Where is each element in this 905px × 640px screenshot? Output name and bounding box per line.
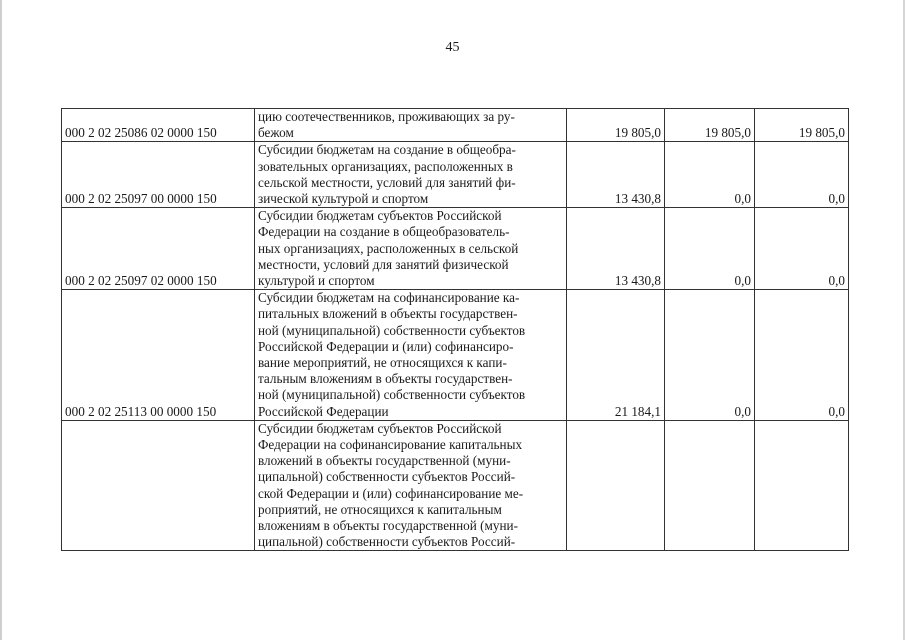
amount-cell-1: 19 805,0: [567, 109, 665, 142]
scan-edge-left: [0, 0, 2, 640]
description-line: бежом: [258, 125, 294, 141]
budget-code-cell: 000 2 02 25113 00 0000 150: [62, 290, 255, 421]
description-line: вложений в объекты государственной (муни-: [258, 453, 511, 469]
budget-code-cell: 000 2 02 25086 02 0000 150: [62, 109, 255, 142]
table-row: [62, 109, 849, 142]
table-row: [62, 290, 849, 421]
amount-cell-2: 0,0: [665, 290, 755, 421]
page-number: 45: [445, 40, 460, 55]
description-line: Федерации на софинансирование капитальных: [258, 437, 523, 453]
description-line: цию соотечественников, проживающих за ру-: [258, 109, 515, 124]
description-line: тальным вложениям в объекты государствен-: [258, 371, 513, 387]
description-line: роприятий, не относящихся к капитальным: [258, 501, 502, 517]
description-line: ской Федерации и (или) софинансирование ме-: [258, 485, 524, 501]
amount-cell-2: 0,0: [665, 208, 755, 290]
description-cell: [255, 420, 567, 551]
description-cell: [255, 109, 567, 142]
amount-cell-1: [567, 420, 665, 551]
amount-cell-1: 13 430,8: [567, 142, 665, 208]
description-line: Российской Федерации: [258, 403, 389, 419]
description-cell: [255, 208, 567, 290]
amount-cell-3: 0,0: [755, 290, 849, 421]
amount-cell-2: 19 805,0: [665, 109, 755, 142]
description-line: ципальной) собственности субъектов Россий-: [258, 534, 516, 550]
amount-cell-1: 13 430,8: [567, 208, 665, 290]
table-row: [62, 208, 849, 290]
description-line: вание мероприятий, не относящихся к капи-: [258, 355, 507, 371]
description-line: ных организациях, расположенных в сельской: [258, 240, 519, 256]
budget-code-cell: 000 2 02 25097 00 0000 150: [62, 142, 255, 208]
description-line: Субсидии бюджетам субъектов Российской: [258, 208, 502, 224]
description-line: сельской местности, условий для занятий фи-: [258, 174, 516, 190]
description-line: местности, условий для занятий физической: [258, 256, 509, 272]
description-line: зической культурой и спортом: [258, 191, 429, 207]
description-line: ципальной) собственности субъектов Россий-: [258, 469, 516, 485]
description-line: ной (муниципальной) собственности субъектов: [258, 387, 526, 403]
table-row: [62, 420, 849, 551]
amount-cell-1: 21 184,1: [567, 290, 665, 421]
description-line: зовательных организациях, расположенных в: [258, 158, 513, 174]
amount-cell-3: 0,0: [755, 142, 849, 208]
table-row: [62, 142, 849, 208]
description-line: Субсидии бюджетам субъектов Российской: [258, 420, 502, 436]
description-line: вложениям в объекты государственной (муни-: [258, 518, 518, 534]
description-cell: [255, 142, 567, 208]
budget-code-cell: 000 2 02 25097 02 0000 150: [62, 208, 255, 290]
description-line: Федерации на создание в общеобразователь-: [258, 224, 510, 240]
description-line: Субсидии бюджетам на софинансирование ка-: [258, 290, 520, 306]
amount-cell-3: 19 805,0: [755, 109, 849, 142]
description-line: культурой и спортом: [258, 273, 375, 289]
budget-table: [61, 108, 849, 551]
budget-table-body: [62, 109, 849, 551]
description-line: Российской Федерации и (или) софинансиро-: [258, 338, 514, 354]
description-line: Субсидии бюджетам на создание в общеобра-: [258, 142, 516, 158]
amount-cell-2: 0,0: [665, 142, 755, 208]
description-line: питальных вложений в объекты государствен-: [258, 306, 518, 322]
description-cell: [255, 290, 567, 421]
amount-cell-3: 0,0: [755, 208, 849, 290]
amount-cell-3: [755, 420, 849, 551]
description-line: ной (муниципальной) собственности субъектов: [258, 322, 526, 338]
amount-cell-2: [665, 420, 755, 551]
budget-code-cell: [62, 420, 255, 551]
